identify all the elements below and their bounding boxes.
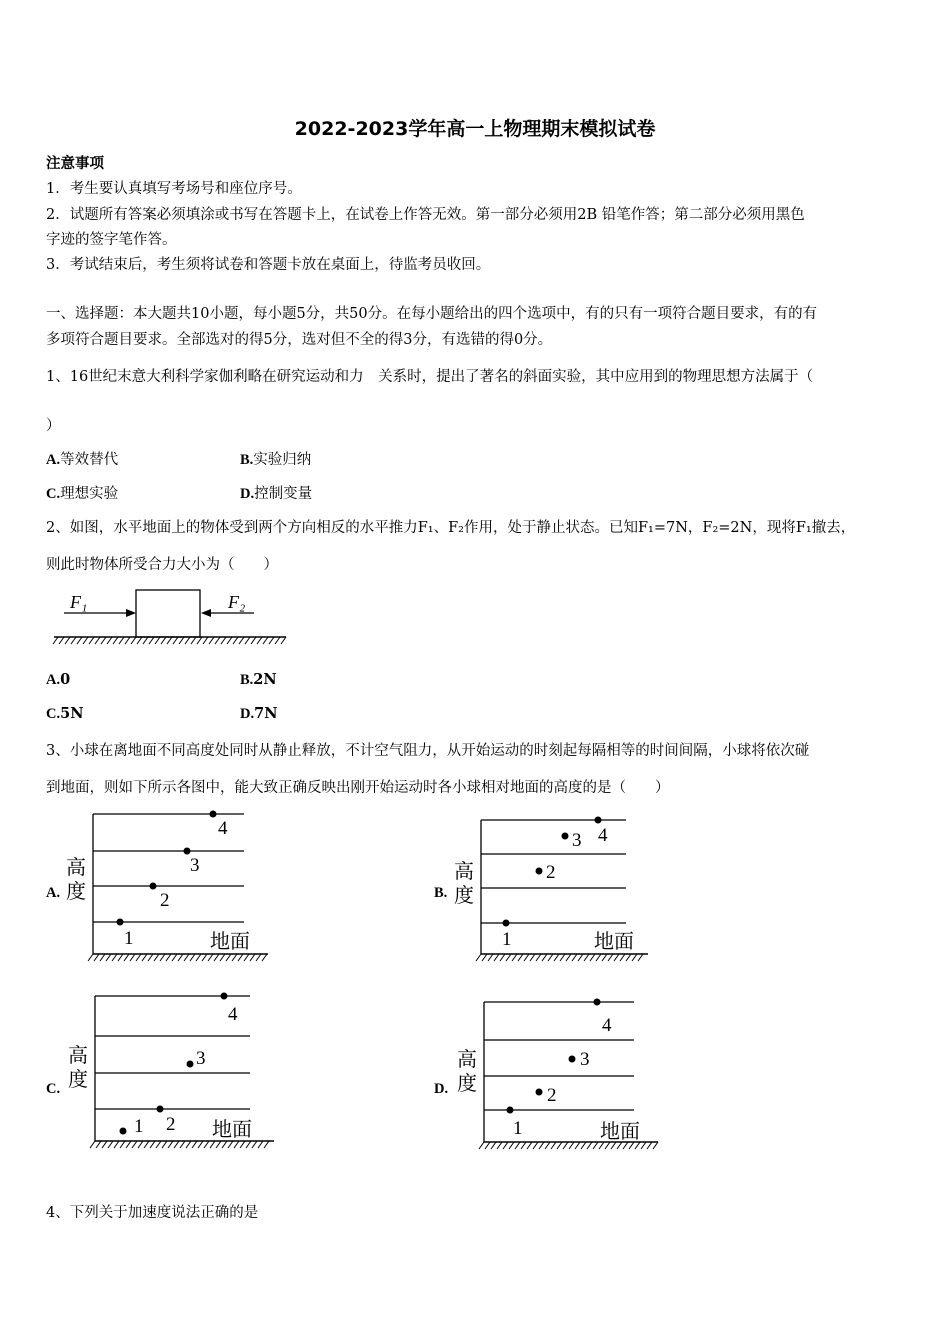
notice-item: 1．考生要认真填写考场号和座位序号。 xyxy=(46,181,302,197)
svg-text:4: 4 xyxy=(228,1004,238,1025)
q2-force-figure xyxy=(46,585,296,655)
q3-figure-c xyxy=(62,990,284,1160)
svg-text:1: 1 xyxy=(134,1116,144,1137)
q1-option-d: D.控制变量 xyxy=(240,486,313,502)
page-title: 2022-2023学年高一上物理期末模拟试卷 xyxy=(294,118,656,140)
q3-figure-a xyxy=(60,808,280,970)
q2-stem: 2、如图，水平地面上的物体受到两个方向相反的水平推力F₁、F₂作用，处于静止状态。已知F₁=7N，F₂=2N，现将F₁撤去， xyxy=(46,520,856,536)
block xyxy=(136,590,200,637)
q2-option-d: D.7N xyxy=(240,705,278,722)
ball-2 xyxy=(536,1089,543,1096)
q1-option-b: B.实验归纳 xyxy=(240,452,312,468)
svg-text:地面: 地面 xyxy=(600,1119,640,1143)
svg-text:2: 2 xyxy=(546,862,556,883)
f1-label: F₁ xyxy=(70,592,88,612)
ball-4 xyxy=(595,817,602,824)
q4-stem: 4、下列关于加速度说法正确的是 xyxy=(46,1205,259,1221)
notice-heading: 注意事项 xyxy=(46,155,104,172)
height-label-top: 高 xyxy=(66,855,86,879)
q3-figure-b xyxy=(448,808,668,970)
q3-stem: 3、小球在离地面不同高度处同时从静止释放，不计空气阻力，从开始运动的时刻起每隔相等的时间间隔，小球将依次碰 xyxy=(46,743,810,759)
ball-3 xyxy=(569,1056,576,1063)
q1-stem-end: ） xyxy=(46,418,61,434)
q3-option-d-letter: D. xyxy=(434,1081,449,1097)
svg-text:2: 2 xyxy=(547,1085,557,1106)
svg-text:3: 3 xyxy=(580,1049,590,1070)
svg-text:高: 高 xyxy=(457,1047,477,1071)
ground-label: 地面 xyxy=(210,929,250,953)
ball-1 xyxy=(120,1128,127,1135)
ball-4 xyxy=(221,993,228,1000)
height-label-bottom: 度 xyxy=(66,879,86,903)
notice-item: 字迹的签字笔作答。 xyxy=(46,232,177,248)
ball-3 xyxy=(184,848,191,855)
svg-text:度: 度 xyxy=(454,883,474,907)
q3-option-b-letter: B. xyxy=(434,885,448,901)
ball-3 xyxy=(562,833,569,840)
notice-item: 2．试题所有答案必须填涂或书写在答题卡上，在试卷上作答无效。第一部分必须用2B 铅笔作答；第二部分必须用黑色 xyxy=(46,207,805,223)
q3-option-c-letter: C. xyxy=(46,1081,61,1097)
ball-2 xyxy=(157,1106,164,1113)
q2-stem-end: 则此时物体所受合力大小为（ ） xyxy=(46,557,278,573)
svg-text:度: 度 xyxy=(457,1071,477,1095)
ball-3 xyxy=(187,1061,194,1068)
ball-1 xyxy=(117,919,124,926)
ball-2 xyxy=(150,883,157,890)
svg-text:地面: 地面 xyxy=(594,929,634,953)
svg-text:1: 1 xyxy=(513,1118,523,1139)
section-instruction: 多项符合题目要求。全部选对的得5分，选对但不全的得3分，有选错的得0分。 xyxy=(46,332,553,348)
q1-option-a: A.等效替代 xyxy=(46,452,119,468)
q2-option-b: B.2N xyxy=(240,671,277,688)
svg-text:1: 1 xyxy=(502,929,512,950)
f2-label: F₂ xyxy=(228,592,246,612)
q1-stem: 1、16世纪末意大利科学家伽利略在研究运动和力 关系时，提出了著名的斜面实验，其中应用到的物理思想方法属于（ xyxy=(46,369,814,385)
svg-text:4: 4 xyxy=(602,1015,612,1036)
ball-4 xyxy=(210,811,217,818)
svg-text:2: 2 xyxy=(160,890,170,911)
svg-text:3: 3 xyxy=(196,1048,206,1069)
svg-text:高: 高 xyxy=(68,1043,88,1067)
q2-option-a: A.0 xyxy=(46,671,71,688)
svg-text:度: 度 xyxy=(68,1067,88,1091)
ball-1 xyxy=(507,1107,514,1114)
q3-stem-end: 到地面，则如下所示各图中，能大致正确反映出刚开始运动时各小球相对地面的高度的是（ ） xyxy=(46,780,670,796)
q1-option-c: C.理想实验 xyxy=(46,486,119,502)
svg-text:地面: 地面 xyxy=(212,1117,252,1141)
svg-text:1: 1 xyxy=(124,928,134,949)
svg-text:3: 3 xyxy=(190,855,200,876)
ball-1 xyxy=(503,920,510,927)
q2-option-c: C.5N xyxy=(46,705,84,722)
section-instruction: 一、选择题：本大题共10小题，每小题5分，共50分。在每小题给出的四个选项中，有的只有一项符合题目要求，有的有 xyxy=(46,306,818,322)
q3-figure-d xyxy=(452,994,674,1160)
ball-2 xyxy=(536,868,543,875)
svg-text:高: 高 xyxy=(454,859,474,883)
svg-text:3: 3 xyxy=(572,830,582,851)
svg-text:2: 2 xyxy=(166,1114,176,1135)
q3-option-a-letter: A. xyxy=(46,885,61,901)
ball-4 xyxy=(594,999,601,1006)
notice-item: 3．考试结束后，考生须将试卷和答题卡放在桌面上，待监考员收回。 xyxy=(46,257,491,273)
svg-text:4: 4 xyxy=(598,825,608,846)
svg-text:4: 4 xyxy=(218,818,228,839)
